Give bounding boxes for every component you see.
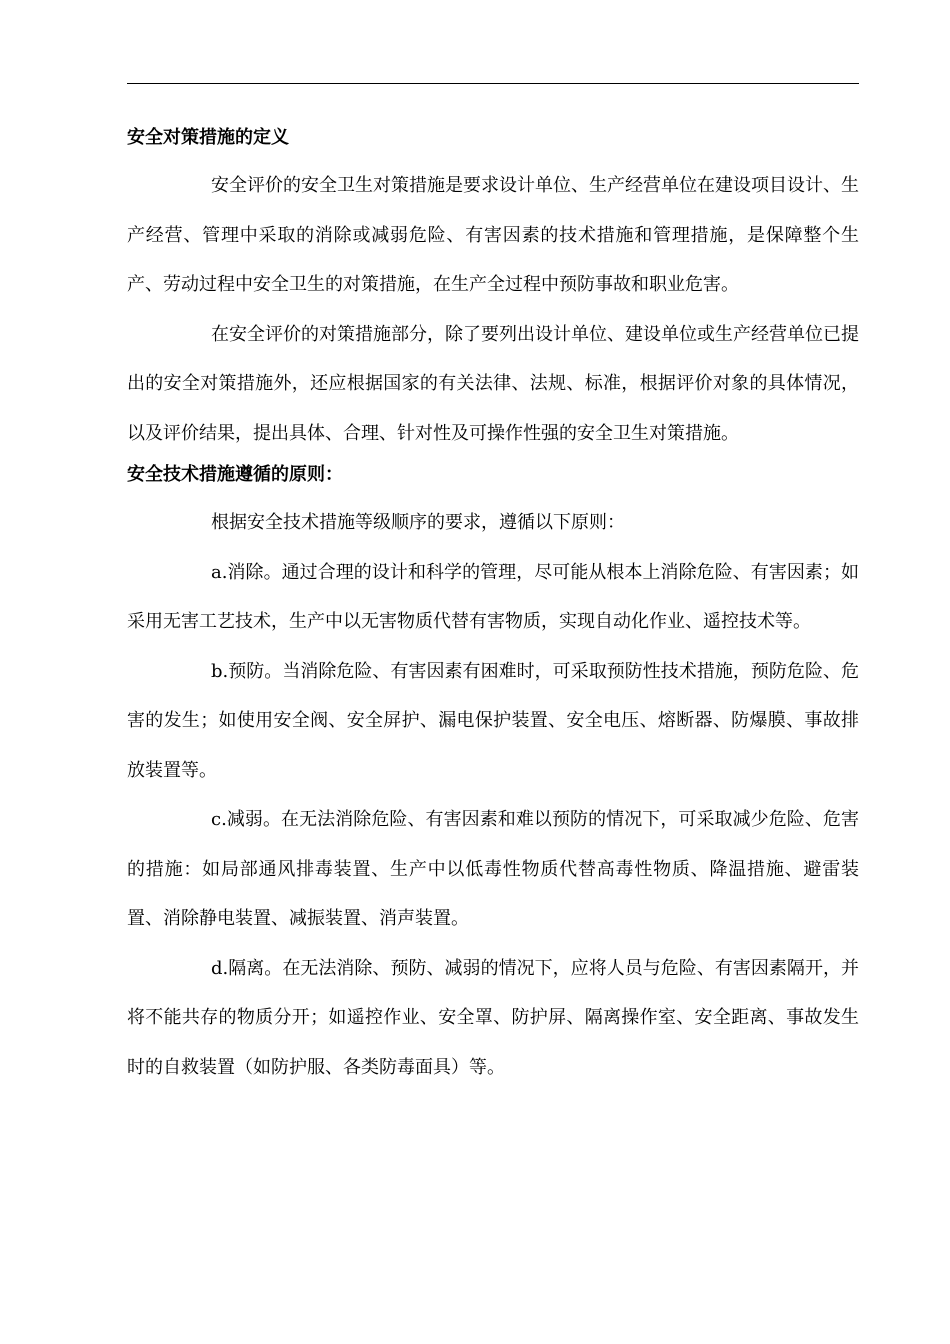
paragraph-principle-c: c.减弱。在无法消除危险、有害因素和难以预防的情况下，可采取减少危险、危害的措施：如局部通风排毒装置、生产中以低毒性物质代替高毒性物质、降温措施、避雷装置、消除静电装置、减振装置、消声装置。 [127,809,859,929]
document-page [127,0,859,1344]
section-heading-definition: 安全对策措施的定义 [127,127,289,148]
paragraph-principle-d: d.隔离。在无法消除、预防、减弱的情况下，应将人员与危险、有害因素隔开，并将不能共存的物质分开；如遥控作业、安全罩、防护屏、隔离操作室、安全距离、事故发生时的自救装置（如防护服、各类防毒面具）等。 [127,957,859,1078]
paragraph-principles-intro: 根据安全技术措施等级顺序的要求，遵循以下原则： [211,512,625,533]
section-heading-principles: 安全技术措施遵循的原则： [127,464,343,485]
header-rule [127,83,859,84]
document-body [127,118,859,1092]
paragraph-definition: 安全评价的安全卫生对策措施是要求设计单位、生产经营单位在建设项目设计、生产经营、管理中采取的消除或减弱危险、有害因素的技术措施和管理措施，是保障整个生产、劳动过程中安全卫生的对策措施，在生产全过程中预防事故和职业危害。 [127,175,859,295]
paragraph-principle-a: a.消除。通过合理的设计和科学的管理，尽可能从根本上消除危险、有害因素；如采用无害工艺技术，生产中以无害物质代替有害物质，实现自动化作业、遥控技术等。 [127,561,859,632]
paragraph-principle-b: b.预防。当消除危险、有害因素有困难时，可采取预防性技术措施，预防危险、危害的发生；如使用安全阀、安全屏护、漏电保护装置、安全电压、熔断器、防爆膜、事故排放装置等。 [127,660,859,781]
paragraph-evaluation-measures: 在安全评价的对策措施部分，除了要列出设计单位、建设单位或生产经营单位已提出的安全对策措施外，还应根据国家的有关法律、法规、标准，根据评价对象的具体情况，以及评价结果，提出具体、合理、针对性及可操作性强的安全卫生对策措施。 [127,323,859,444]
